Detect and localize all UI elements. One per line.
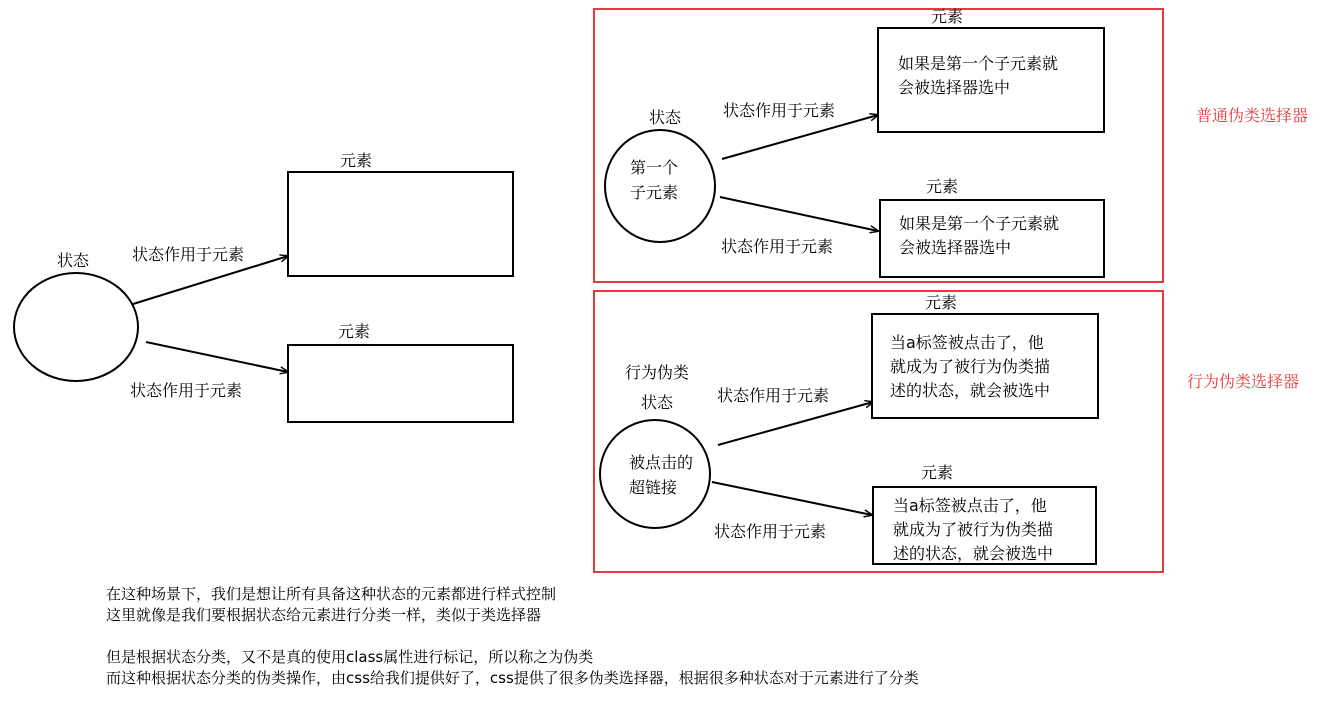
left-state-label: 状态 — [57, 251, 90, 270]
behavior-circle-text-line: 超链接 — [629, 478, 678, 497]
behavior-box-top-text-line: 当a标签被点击了，他 — [890, 333, 1044, 352]
behavior-group-label: 行为伪类 — [625, 363, 690, 382]
left-box-bottom — [288, 345, 513, 422]
normal-edge-top-label: 状态作用于元素 — [723, 101, 836, 120]
behavior-box-top-text-line: 就成为了被行为伪类描 — [890, 357, 1051, 376]
behavior-edge-bottom-label: 状态作用于元素 — [714, 522, 827, 541]
note-line: 而这种根据状态分类的伪类操作，由css给我们提供好了，css提供了很多伪类选择器，根据很多种状态对于元素进行了分类 — [106, 669, 919, 687]
behavior-edge-bottom — [712, 482, 872, 515]
behavior-box-top-title: 元素 — [925, 293, 958, 312]
left-edge-top-label: 状态作用于元素 — [132, 245, 245, 264]
normal-box-top-title: 元素 — [931, 7, 964, 26]
behavior-circle-text-line: 被点击的 — [629, 453, 694, 472]
notes-block — [106, 584, 919, 689]
normal-edge-bottom — [720, 197, 878, 231]
normal-group-side-label: 普通伪类选择器 — [1196, 106, 1309, 125]
normal-box-bottom-text-line: 会被选择器选中 — [899, 238, 1012, 257]
left-state-circle — [14, 273, 138, 381]
left-box-top — [288, 172, 513, 276]
left-box-bottom-title: 元素 — [338, 322, 371, 341]
note-line: 这里就像是我们要根据状态给元素进行分类一样，类似于类选择器 — [106, 606, 542, 624]
normal-edge-bottom-label: 状态作用于元素 — [721, 237, 834, 256]
normal-state-label: 状态 — [649, 108, 682, 127]
behavior-box-top-text-line: 述的状态，就会被选中 — [890, 381, 1051, 400]
note-line: 在这种场景下，我们是想让所有具备这种状态的元素都进行样式控制 — [106, 585, 557, 603]
normal-circle-text-line: 第一个 — [630, 158, 679, 177]
behavior-box-bottom-text-line: 当a标签被点击了，他 — [893, 496, 1047, 515]
left-box-top-title: 元素 — [340, 151, 373, 170]
behavior-edge-top — [718, 402, 873, 445]
behavior-box-bottom-text-line: 述的状态，就会被选中 — [893, 544, 1054, 563]
normal-box-bottom-text-line: 如果是第一个子元素就 — [899, 214, 1060, 233]
note-line: 但是根据状态分类，又不是真的使用class属性进行标记，所以称之为伪类 — [106, 648, 594, 666]
normal-box-top-text-line: 如果是第一个子元素就 — [898, 54, 1059, 73]
normal-circle-text-line: 子元素 — [630, 183, 679, 202]
left-edge-bottom-label: 状态作用于元素 — [130, 381, 243, 400]
behavior-state-label: 状态 — [641, 393, 674, 412]
behavior-box-bottom-text-line: 就成为了被行为伪类描 — [893, 520, 1054, 539]
left-edge-bottom — [146, 342, 288, 372]
normal-box-top-text-line: 会被选择器选中 — [898, 78, 1011, 97]
behavior-group-side-label: 行为伪类选择器 — [1187, 372, 1300, 391]
behavior-edge-top-label: 状态作用于元素 — [717, 386, 830, 405]
normal-box-bottom-title: 元素 — [926, 177, 959, 196]
behavior-box-bottom-title: 元素 — [921, 463, 954, 482]
